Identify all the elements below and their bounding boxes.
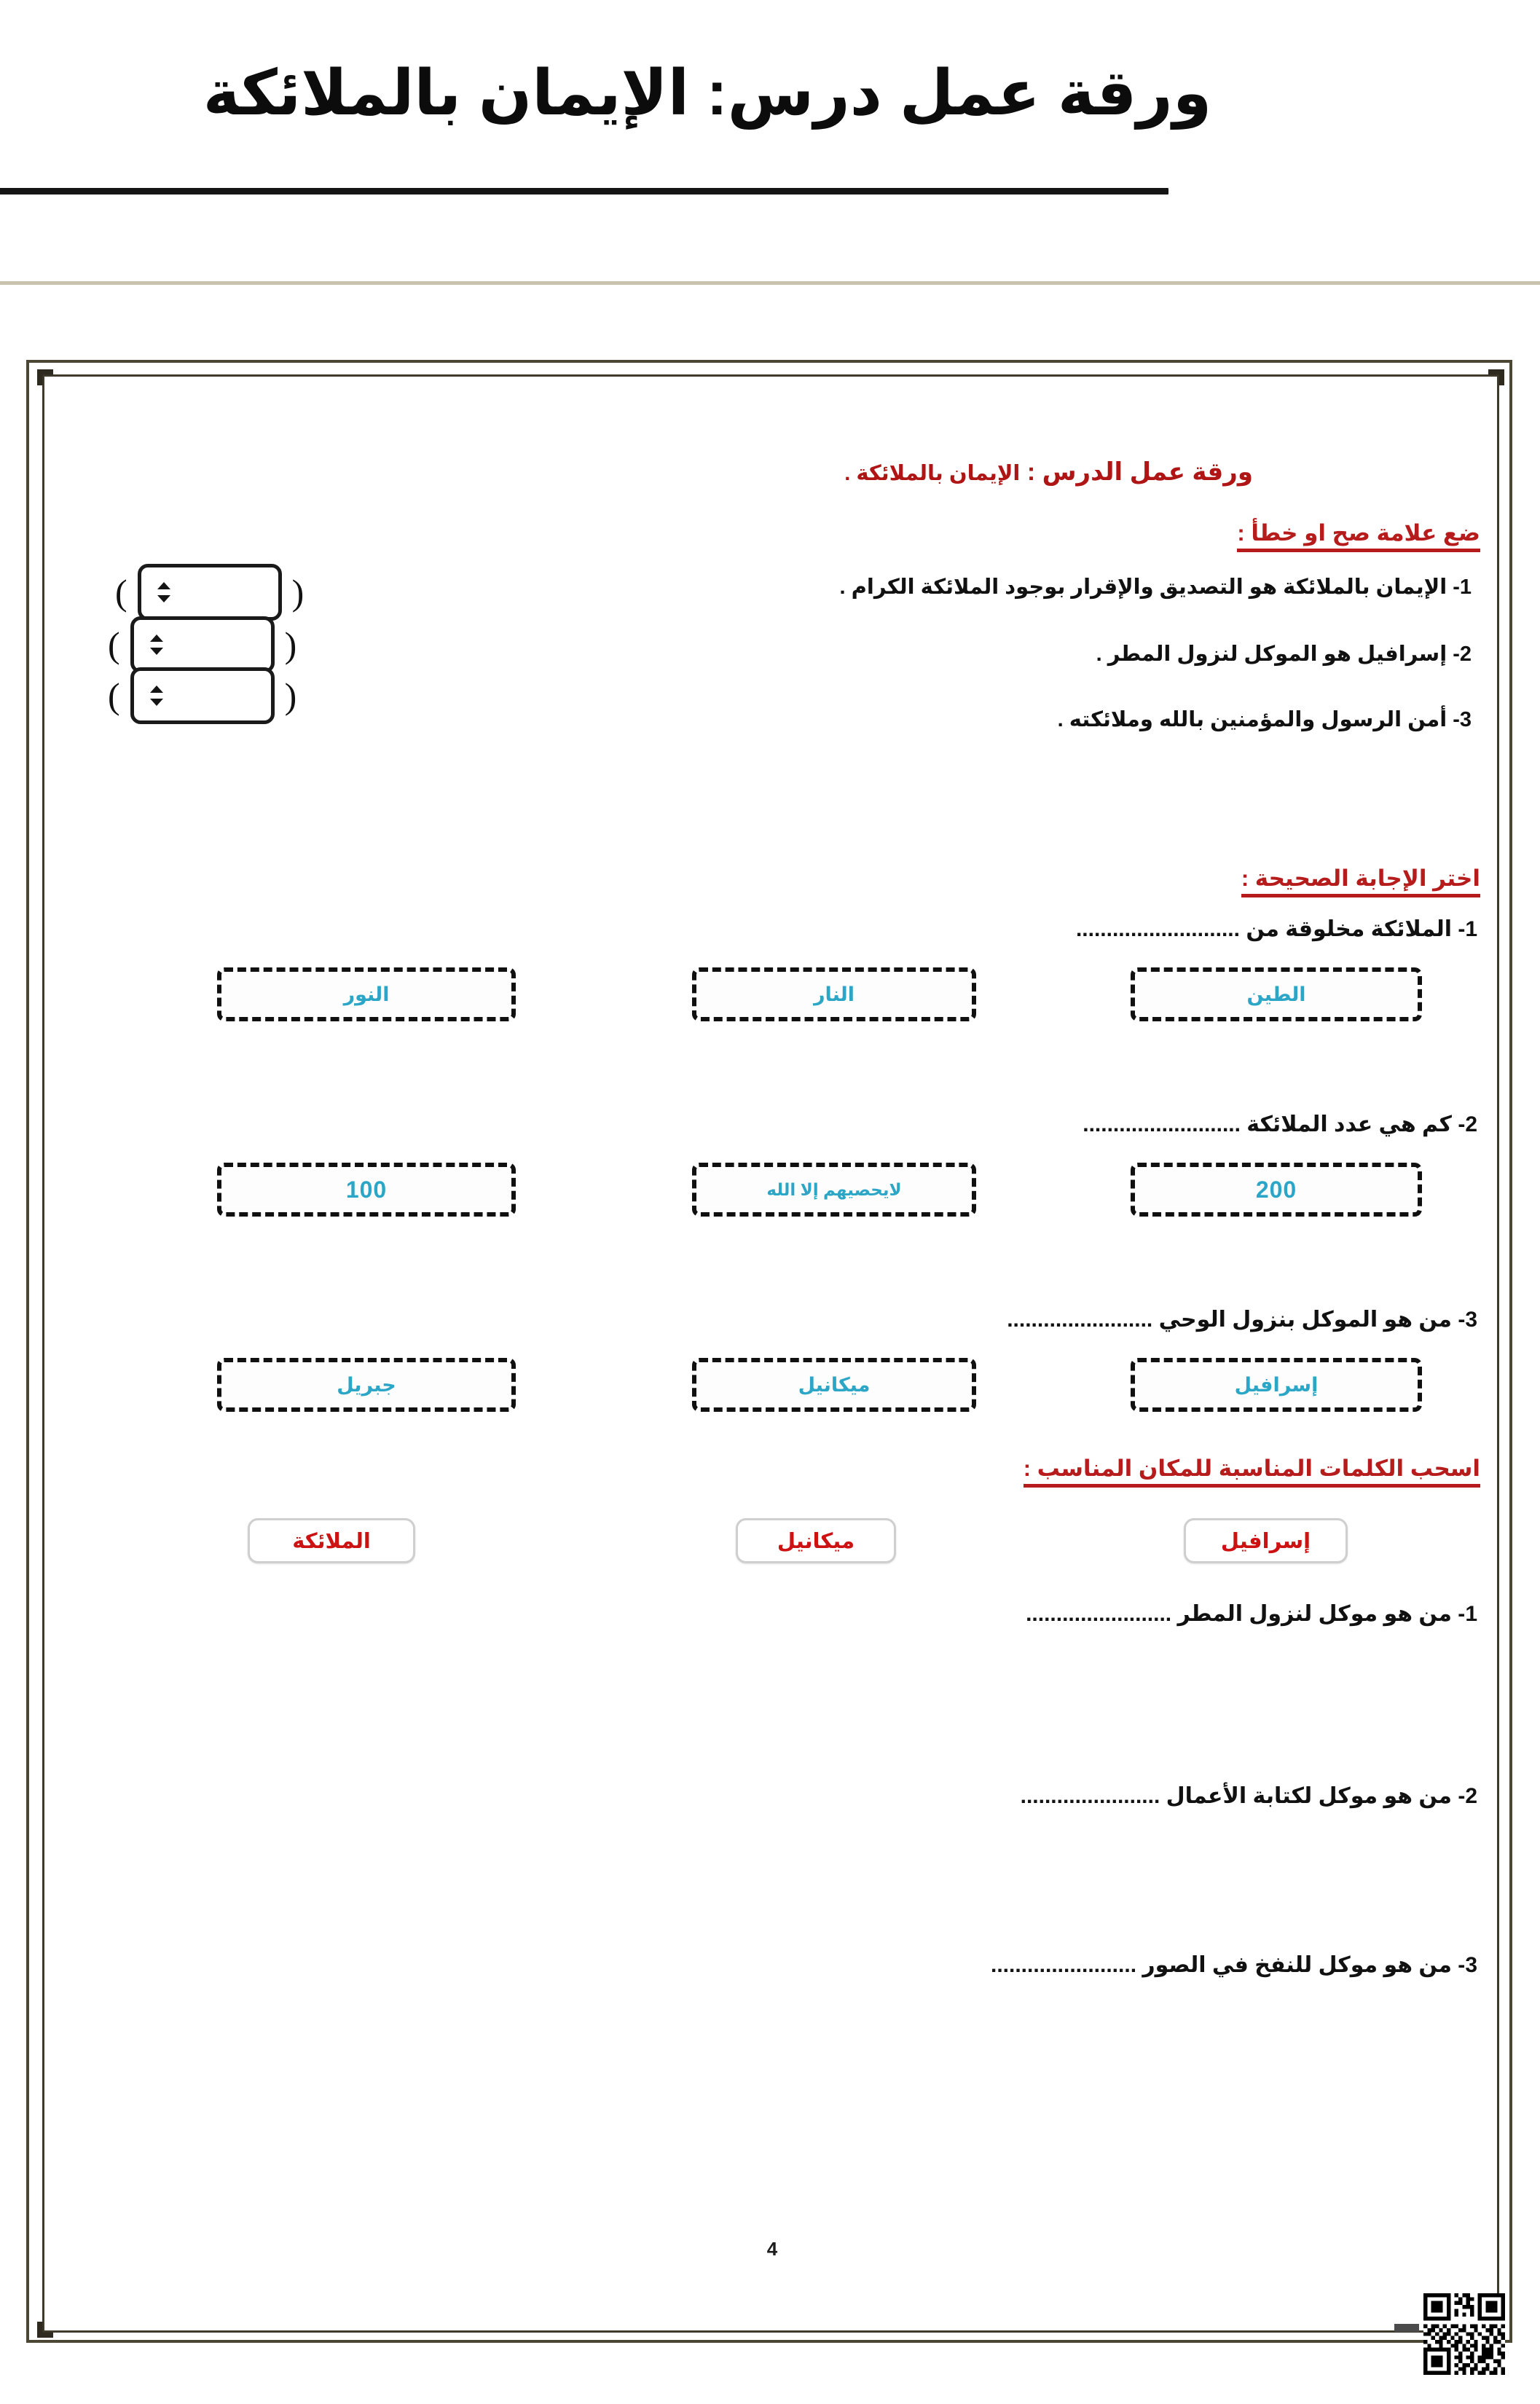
worksheet-heading [844, 457, 1253, 487]
true-false-statement-2: 2- إسرافيل هو الموكل لنزول المطر . [1096, 643, 1472, 666]
mcq-option-slot-3-a [58, 1352, 561, 1418]
mcq-option-slot-2-b [561, 1157, 1027, 1222]
drag-chip-2[interactable]: ميكانيل [736, 1518, 896, 1563]
drag-question-2: 2- من هو موكل لكتابة الأعمال ....................... [1020, 1784, 1477, 1808]
close-paren-3: ) [284, 675, 297, 716]
open-paren-1: ( [115, 572, 127, 613]
mcq-option-slot-1-b [561, 962, 1027, 1027]
open-paren-2: ( [108, 624, 120, 665]
true-false-select-3[interactable] [130, 667, 275, 724]
section-title-drag-drop: اسحب الكلمات المناسبة للمكان المناسب : [1024, 1456, 1480, 1488]
mcq-question-1: 1- الملائكة مخلوقة من ........................... [1075, 917, 1477, 941]
mcq-option-3-1[interactable]: جبريل [217, 1358, 516, 1412]
mcq-option-slot-3-c [1027, 1352, 1464, 1418]
mcq-option-row-3 [58, 1352, 1486, 1418]
title-underline-rule [0, 188, 1168, 195]
mcq-option-slot-2-c [1027, 1157, 1464, 1222]
true-false-statement-3: 3- أمن الرسول والمؤمنين بالله وملائكته . [1057, 708, 1472, 731]
page-title: ورقة عمل درس: الإيمان بالملائكة [203, 58, 1212, 128]
mcq-option-2-1[interactable]: 100 [217, 1163, 516, 1217]
mcq-option-3-2[interactable]: ميكانيل [692, 1358, 976, 1412]
mcq-option-row-2 [58, 1157, 1486, 1222]
mcq-option-row-1 [58, 962, 1486, 1027]
open-paren-3: ( [108, 675, 120, 716]
section-title-true-false: ضع علامة صح او خطأ : [1237, 520, 1480, 552]
worksheet-heading-rest: الإيمان بالملائكة . [844, 462, 1021, 485]
true-false-answer-group-2 [108, 616, 296, 673]
page-title-area [0, 0, 1540, 284]
spinner-updown-icon-1 [157, 582, 170, 602]
mcq-option-1-3[interactable]: الطين [1131, 967, 1422, 1021]
drag-chip-row [58, 1514, 1486, 1572]
drag-question-3: 3- من هو موكل للنفخ في الصور ........................ [990, 1953, 1477, 1977]
mcq-option-slot-1-c [1027, 962, 1464, 1027]
mcq-option-2-3[interactable]: 200 [1131, 1163, 1422, 1217]
true-false-select-1[interactable] [138, 564, 282, 621]
mcq-option-1-2[interactable]: النار [692, 967, 976, 1021]
drag-chip-slot-c [1027, 1514, 1464, 1572]
drag-question-1: 1- من هو موكل لنزول المطر ........................ [1026, 1602, 1477, 1626]
true-false-statement-1: 1- الإيمان بالملائكة هو التصديق والإقرار بوجود الملائكة الكرام . [839, 576, 1472, 599]
worksheet-heading-bold: ورقة عمل الدرس : [1026, 458, 1253, 486]
mcq-option-3-3[interactable]: إسرافيل [1131, 1358, 1422, 1412]
mcq-option-2-2[interactable]: لايحصيهم إلا الله [692, 1163, 976, 1217]
worksheet-frame [26, 360, 1512, 2343]
close-paren-1: ) [291, 572, 305, 613]
true-false-answer-group-3 [108, 667, 296, 724]
spinner-updown-icon-3 [150, 686, 163, 706]
mcq-option-1-1[interactable]: النور [217, 967, 516, 1021]
mcq-option-slot-1-a [58, 962, 561, 1027]
true-false-select-2[interactable] [130, 616, 275, 673]
drag-chip-slot-b [561, 1514, 1027, 1572]
section-title-multiple-choice: اختر الإجابة الصحيحة : [1241, 865, 1480, 897]
mcq-option-slot-3-b [561, 1352, 1027, 1418]
worksheet-content [29, 363, 1515, 2346]
qr-code-icon [1423, 2293, 1505, 2375]
spinner-updown-icon-2 [150, 635, 163, 655]
drag-chip-slot-a [58, 1514, 561, 1572]
close-paren-2: ) [284, 624, 297, 665]
true-false-answer-group-1 [115, 564, 304, 621]
mcq-option-slot-2-a [58, 1157, 561, 1222]
mcq-question-2: 2- كم هي عدد الملائكة .......................... [1083, 1112, 1477, 1136]
header-separator-band [0, 281, 1540, 285]
drag-chip-1[interactable]: الملائكة [248, 1518, 415, 1563]
page-number: 4 [766, 2238, 778, 2260]
qr-leader-dash [1394, 2324, 1419, 2332]
drag-chip-3[interactable]: إسرافيل [1184, 1518, 1348, 1563]
mcq-question-3: 3- من هو الموكل بنزول الوحي ........................ [1007, 1308, 1477, 1332]
